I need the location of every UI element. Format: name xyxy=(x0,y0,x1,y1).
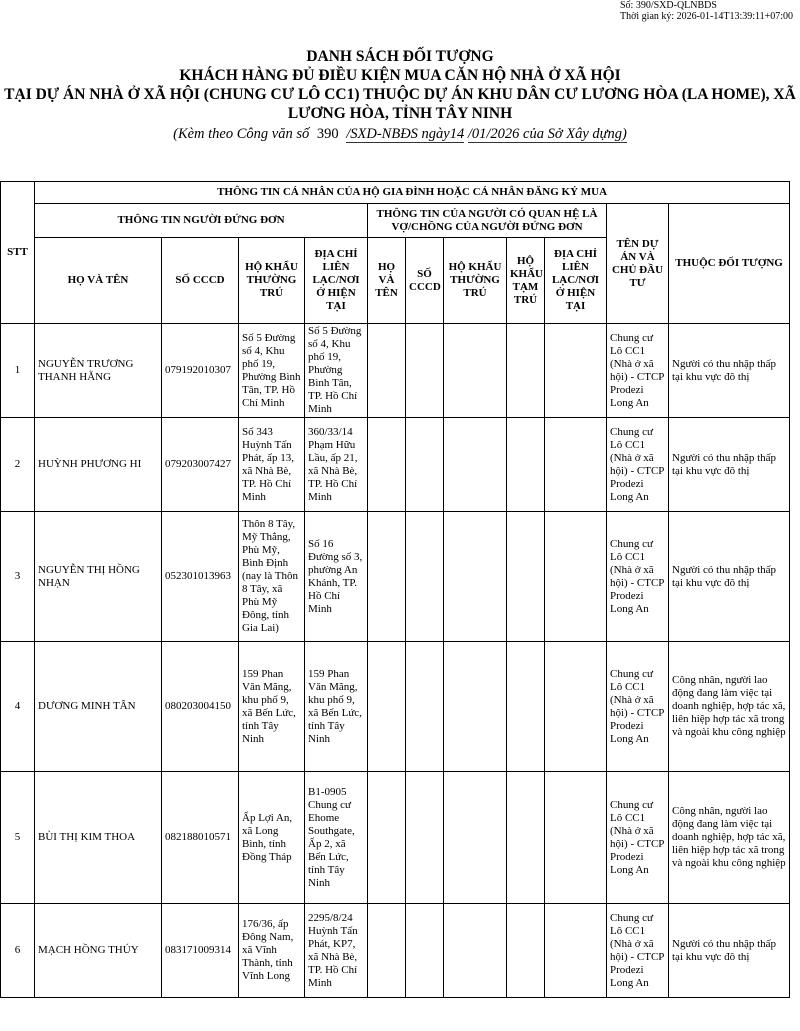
header-spouse-name: HỌ VÀ TÊN xyxy=(368,238,406,324)
cell-category: Công nhân, người lao động đang làm việc tại doanh nghiệp, hợp tác xã, liên hiệp hợp tác xã trong và ngoài khu công nghiệp xyxy=(669,642,790,772)
cell-project: Chung cư Lô CC1 (Nhà ở xã hội) - CTCP Prodezi Long An xyxy=(607,772,669,904)
cell-spouse-contact xyxy=(545,642,607,772)
cell-spouse-cccd xyxy=(406,904,444,998)
table-row xyxy=(1,512,790,642)
table-row xyxy=(1,642,790,772)
cell-spouse-cccd xyxy=(406,324,444,418)
header-spouse-permanent: HỘ KHẨU THƯỜNG TRÚ xyxy=(444,238,507,324)
title-line-2: KHÁCH HÀNG ĐỦ ĐIỀU KIỆN MUA CĂN HỘ NHÀ Ở XÃ HỘI xyxy=(179,67,621,84)
cell-stt: 1 xyxy=(1,324,35,418)
header-spouse-cccd: SỐ CCCD xyxy=(406,238,444,324)
reference-mid: /SXD-NBĐS ngày14 xyxy=(346,126,465,142)
cell-spouse-temp xyxy=(507,904,545,998)
cell-name: DƯƠNG MINH TÂN xyxy=(35,642,162,772)
table-row xyxy=(1,324,790,418)
cell-spouse-permanent xyxy=(444,772,507,904)
cell-cccd: 079192010307 xyxy=(162,324,239,418)
cell-contact: 360/33/14 Phạm Hữu Lầu, ấp 21, xã Nhà Bè, TP. Hồ Chí Minh xyxy=(305,418,368,512)
cell-spouse-permanent xyxy=(444,418,507,512)
cell-spouse-name xyxy=(368,904,406,998)
cell-spouse-temp xyxy=(507,512,545,642)
cell-spouse-temp xyxy=(507,772,545,904)
cell-contact: Số 16 Đường số 3, phường An Khánh, TP. Hồ Chí Minh xyxy=(305,512,368,642)
document-heading xyxy=(0,47,800,144)
cell-permanent: 159 Phan Văn Mãng, khu phố 9, xã Bến Lức, tỉnh Tây Ninh xyxy=(239,642,305,772)
cell-stt: 4 xyxy=(1,642,35,772)
cell-cccd: 083171009314 xyxy=(162,904,239,998)
cell-project: Chung cư Lô CC1 (Nhà ở xã hội) - CTCP Prodezi Long An xyxy=(607,904,669,998)
cell-spouse-cccd xyxy=(406,512,444,642)
cell-spouse-contact xyxy=(545,512,607,642)
reference-line xyxy=(0,125,800,144)
cell-name: BÙI THỊ KIM THOA xyxy=(35,772,162,904)
cell-name: NGUYỄN TRƯƠNG THANH HẰNG xyxy=(35,324,162,418)
header-spouse-contact: ĐỊA CHỈ LIÊN LẠC/NƠI Ở HIỆN TẠI xyxy=(545,238,607,324)
cell-permanent: 176/36, ấp Đông Nam, xã Vĩnh Thành, tỉnh Vĩnh Long xyxy=(239,904,305,998)
header-contact: ĐỊA CHỈ LIÊN LẠC/NƠI Ở HIỆN TẠI xyxy=(305,238,368,324)
cell-project: Chung cư Lô CC1 (Nhà ở xã hội) - CTCP Prodezi Long An xyxy=(607,642,669,772)
header-applicant: THÔNG TIN NGƯỜI ĐỨNG ĐƠN xyxy=(35,204,368,238)
cell-name: HUỲNH PHƯƠNG HI xyxy=(35,418,162,512)
cell-category: Người có thu nhập thấp tại khu vực đô thị xyxy=(669,512,790,642)
cell-spouse-name xyxy=(368,772,406,904)
cell-spouse-contact xyxy=(545,904,607,998)
cell-contact: 2295/8/24 Huỳnh Tấn Phát, KP7, xã Nhà Bè, TP. Hồ Chí Minh xyxy=(305,904,368,998)
cell-spouse-temp xyxy=(507,324,545,418)
cell-cccd: 082188010571 xyxy=(162,772,239,904)
cell-category: Người có thu nhập thấp tại khu vực đô thị xyxy=(669,904,790,998)
cell-name: MẠCH HỒNG THÚY xyxy=(35,904,162,998)
cell-spouse-cccd xyxy=(406,642,444,772)
cell-spouse-name xyxy=(368,642,406,772)
header-category: THUỘC ĐỐI TƯỢNG xyxy=(669,204,790,324)
cell-project: Chung cư Lô CC1 (Nhà ở xã hội) - CTCP Prodezi Long An xyxy=(607,418,669,512)
cell-stt: 6 xyxy=(1,904,35,998)
cell-contact: 159 Phan Văn Mãng, khu phố 9, xã Bến Lức, tỉnh Tây Ninh xyxy=(305,642,368,772)
header-permanent: HỘ KHẨU THƯỜNG TRÚ xyxy=(239,238,305,324)
cell-spouse-cccd xyxy=(406,418,444,512)
cell-spouse-permanent xyxy=(444,512,507,642)
cell-spouse-temp xyxy=(507,642,545,772)
cell-contact: Số 5 Đường số 4, Khu phố 19, Phường Bình Tân, TP. Hồ Chí Minh xyxy=(305,324,368,418)
table-row xyxy=(1,418,790,512)
header-cccd: SỐ CCCD xyxy=(162,238,239,324)
header-group: THÔNG TIN CÁ NHÂN CỦA HỘ GIA ĐÌNH HOẶC CÁ NHÂN ĐĂNG KÝ MUA xyxy=(35,182,790,204)
signing-time: Thời gian ký: 2026-01-14T13:39:11+07:00 xyxy=(620,11,794,22)
cell-name: NGUYỄN THỊ HỒNG NHẠN xyxy=(35,512,162,642)
cell-spouse-permanent xyxy=(444,904,507,998)
header-spouse-temp: HỘ KHẨU TẠM TRÚ xyxy=(507,238,545,324)
cell-project: Chung cư Lô CC1 (Nhà ở xã hội) - CTCP Prodezi Long An xyxy=(607,512,669,642)
reference-number: 390 xyxy=(316,126,339,142)
reference-suffix: /01/2026 của Sở Xây dựng) xyxy=(467,126,627,142)
eligible-buyers-table xyxy=(0,181,790,998)
cell-spouse-name xyxy=(368,324,406,418)
header-name: HỌ VÀ TÊN xyxy=(35,238,162,324)
cell-spouse-permanent xyxy=(444,324,507,418)
reference-prefix: (Kèm theo Công văn số xyxy=(173,126,310,142)
cell-permanent: Số 5 Đường số 4, Khu phố 19, Phường Bình Tân, TP. Hồ Chí Minh xyxy=(239,324,305,418)
header-spouse: THÔNG TIN CỦA NGƯỜI CÓ QUAN HỆ LÀ VỢ/CHỒNG CỦA NGƯỜI ĐỨNG ĐƠN xyxy=(368,204,607,238)
cell-spouse-contact xyxy=(545,324,607,418)
cell-stt: 3 xyxy=(1,512,35,642)
cell-spouse-temp xyxy=(507,418,545,512)
cell-contact: B1-0905 Chung cư Ehome Southgate, Ấp 2, xã Bến Lức, tỉnh Tây Ninh xyxy=(305,772,368,904)
cell-spouse-cccd xyxy=(406,772,444,904)
cell-permanent: Thôn 8 Tây, Mỹ Thắng, Phù Mỹ, Bình Định (nay là Thôn 8 Tây, xã Phù Mỹ Đông, tỉnh Gia Lai) xyxy=(239,512,305,642)
signature-stamp xyxy=(620,0,800,22)
cell-category: Người có thu nhập thấp tại khu vực đô thị xyxy=(669,418,790,512)
table-row xyxy=(1,772,790,904)
cell-cccd: 052301013963 xyxy=(162,512,239,642)
cell-spouse-permanent xyxy=(444,642,507,772)
cell-stt: 2 xyxy=(1,418,35,512)
cell-project: Chung cư Lô CC1 (Nhà ở xã hội) - CTCP Prodezi Long An xyxy=(607,324,669,418)
table-row xyxy=(1,904,790,998)
title-line-1: DANH SÁCH ĐỐI TƯỢNG xyxy=(306,48,494,65)
cell-stt: 5 xyxy=(1,772,35,904)
title-line-3: TẠI DỰ ÁN NHÀ Ở XÃ HỘI (CHUNG CƯ LÔ CC1) THUỘC DỰ ÁN KHU DÂN CƯ LƯƠNG HÒA (LA HOME), XÃ xyxy=(4,86,796,103)
cell-category: Công nhân, người lao động đang làm việc tại doanh nghiệp, hợp tác xã, liên hiệp hợp tác xã trong và ngoài khu công nghiệp xyxy=(669,772,790,904)
cell-category: Người có thu nhập thấp tại khu vực đô thị xyxy=(669,324,790,418)
cell-cccd: 080203004150 xyxy=(162,642,239,772)
title-line-4: LƯƠNG HÒA, TỈNH TÂY NINH xyxy=(287,105,513,122)
cell-spouse-contact xyxy=(545,418,607,512)
header-project: TÊN DỰ ÁN VÀ CHỦ ĐẦU TƯ xyxy=(607,204,669,324)
document-number: Số: 390/SXD-QLNBDS xyxy=(620,0,717,11)
cell-spouse-name xyxy=(368,512,406,642)
cell-cccd: 079203007427 xyxy=(162,418,239,512)
cell-permanent: Ấp Lợi An, xã Long Bình, tỉnh Đồng Tháp xyxy=(239,772,305,904)
cell-spouse-name xyxy=(368,418,406,512)
header-stt: STT xyxy=(1,182,35,324)
cell-spouse-contact xyxy=(545,772,607,904)
cell-permanent: Số 343 Huỳnh Tấn Phát, ấp 13, xã Nhà Bè, TP. Hồ Chí Minh xyxy=(239,418,305,512)
